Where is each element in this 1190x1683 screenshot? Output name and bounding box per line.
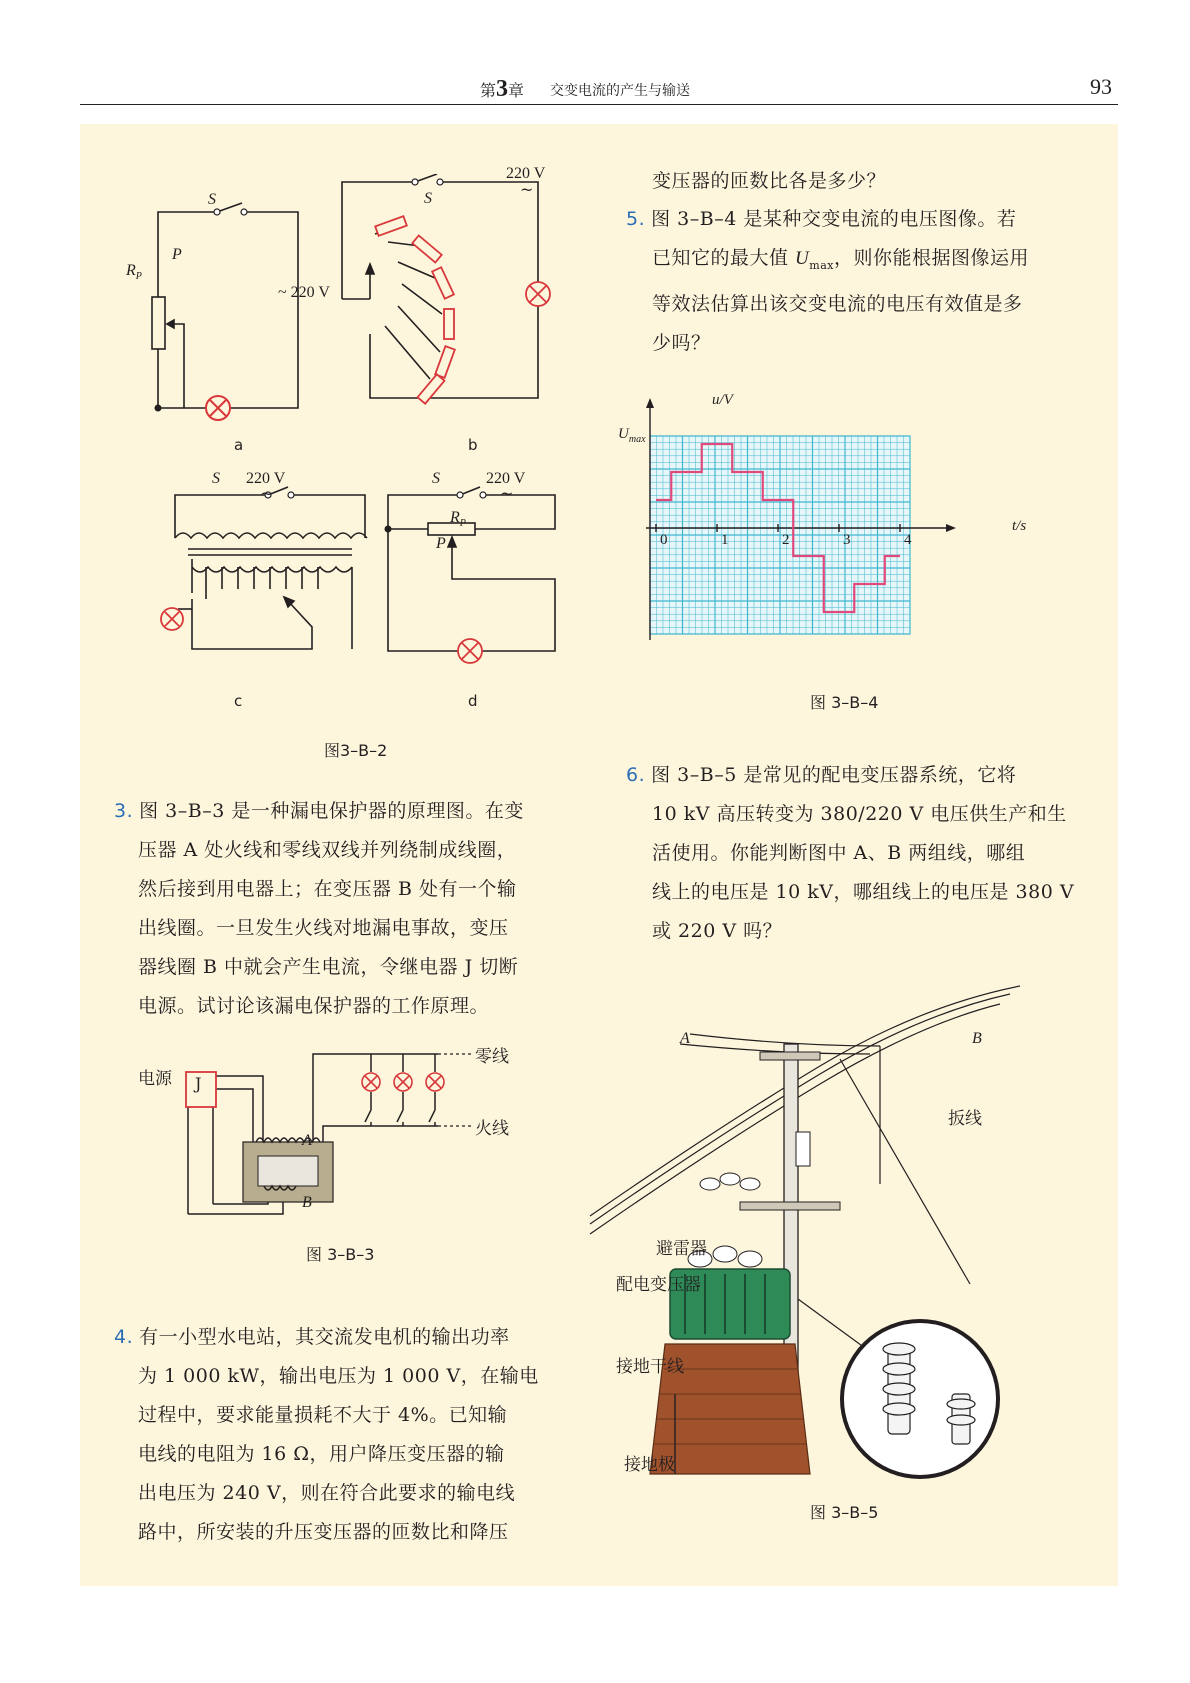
chart-grid — [650, 436, 910, 634]
label-ground-wire: 接地干线 — [616, 1357, 684, 1377]
circuit-d — [380, 479, 600, 679]
circuit-c — [160, 479, 380, 679]
page-header — [80, 74, 1118, 105]
label-guy-wire: 扳线 — [948, 1109, 982, 1129]
label-a-rp: $R_P$ — [126, 262, 142, 283]
caption-fig-3-b-5: 图 3–B–5 — [810, 1503, 879, 1522]
question-6: 6. 图 3–B–5 是常见的配电变压器系统，它将 10 kV 高压转变为 380/220 V 电压供生产和生 活使用。你能判断图中 A、B 两组线，哪组 线上的电压是 10 kV，哪组线上的电压是 380 V 或 220 V 吗？ — [626, 764, 1075, 942]
question-4: 4. 有一小型水电站，其交流发电机的输出功率 为 1 000 kW，输出电压为 1 000 V，在输电 过程中，要求能量损耗不大于 4%。已知输 电线的电阻为 16 Ω，用户降压变压器的输 出电压为 240 V，则在符合此要求的输电线 路中，所安装的升压变压器的匝数比和降压 — [114, 1326, 539, 1543]
label-b-tilde: ~ — [520, 180, 534, 199]
label-line-a: A — [680, 1030, 690, 1047]
caption-fig-3-b-2: 图3–B–2 — [324, 741, 388, 760]
label-d-voltage: 220 V — [486, 470, 526, 487]
x-tick-label-4: 4 — [904, 532, 912, 548]
label-live: 火线 — [475, 1119, 509, 1139]
label-source: 电源 — [138, 1069, 172, 1089]
caption-fig-3-b-4: 图 3–B–4 — [810, 693, 879, 712]
label-coil-a: A — [302, 1132, 312, 1149]
label-a-p: P — [172, 246, 182, 263]
question-5: 5. 图 3–B–4 是某种交变电流的电压图像。若 已知它的最大值 $U_{max}$，则你能根据图像运用 等效法估算出该交变电流的电压有效值是多 少吗？ — [626, 208, 1029, 354]
x-tick-label-0: 0 — [660, 532, 668, 548]
question-3: 3. 图 3–B–3 是一种漏电保护器的原理图。在变 压器 A 处火线和零线双线并列绕制成线圈， 然后接到用电器上；在变压器 B 处有一个输 出线圈。一旦发生火线对地漏电事故，变压 器线圈 B 中就会产生电流，令继电器 J 切断 电源。试讨论该漏电保护器的工作原理。 — [114, 800, 524, 1017]
chart-x-label: t/s — [1012, 518, 1027, 534]
label-d-tilde: ~ — [500, 484, 514, 503]
sub-c: c — [234, 692, 243, 710]
sub-d: d — [468, 692, 478, 710]
label-b-voltage: 220 V — [506, 165, 546, 182]
caption-fig-3-b-3: 图 3–B–3 — [306, 1245, 375, 1264]
chart-y-label: u/V — [712, 392, 733, 408]
circuit-a — [120, 190, 370, 500]
label-arrester: 避雷器 — [656, 1239, 707, 1259]
circuit-b — [340, 174, 570, 414]
label-a-voltage: ~ 220 V — [278, 284, 330, 301]
label-c-voltage: 220 V — [246, 470, 286, 487]
page-number: 93 — [1090, 74, 1112, 99]
x-tick-label-1: 1 — [721, 532, 729, 548]
label-transformer: 配电变压器 — [616, 1275, 701, 1295]
label-c-s: S — [212, 470, 220, 487]
chapter-label: 第3章 — [480, 76, 525, 102]
label-relay-j: J — [195, 1074, 202, 1093]
label-coil-b: B — [302, 1194, 312, 1211]
sub-a: a — [234, 436, 244, 454]
label-c-tilde: ~ — [260, 484, 274, 503]
content-panel — [80, 124, 1118, 1586]
x-tick-label-2: 2 — [782, 532, 790, 548]
label-a-s: S — [208, 191, 216, 208]
label-line-b: B — [972, 1030, 982, 1047]
label-ground-rod: 接地极 — [624, 1455, 675, 1475]
sub-b: b — [468, 436, 478, 454]
label-neutral: 零线 — [475, 1047, 509, 1067]
chart-umax-label: $U_{max}$ — [618, 426, 646, 445]
label-b-s: S — [424, 190, 432, 207]
voltage-wave-chart — [620, 394, 1040, 694]
label-d-s: S — [432, 470, 440, 487]
chapter-title: 交变电流的产生与输送 — [550, 83, 690, 99]
x-tick-label-3: 3 — [843, 532, 851, 548]
label-d-p: P — [436, 535, 446, 552]
label-d-rp: $R_P$ — [450, 509, 466, 530]
leakage-protector-diagram — [128, 1044, 528, 1269]
question-4-continued: 变压器的匝数比各是多少？ — [652, 170, 887, 192]
